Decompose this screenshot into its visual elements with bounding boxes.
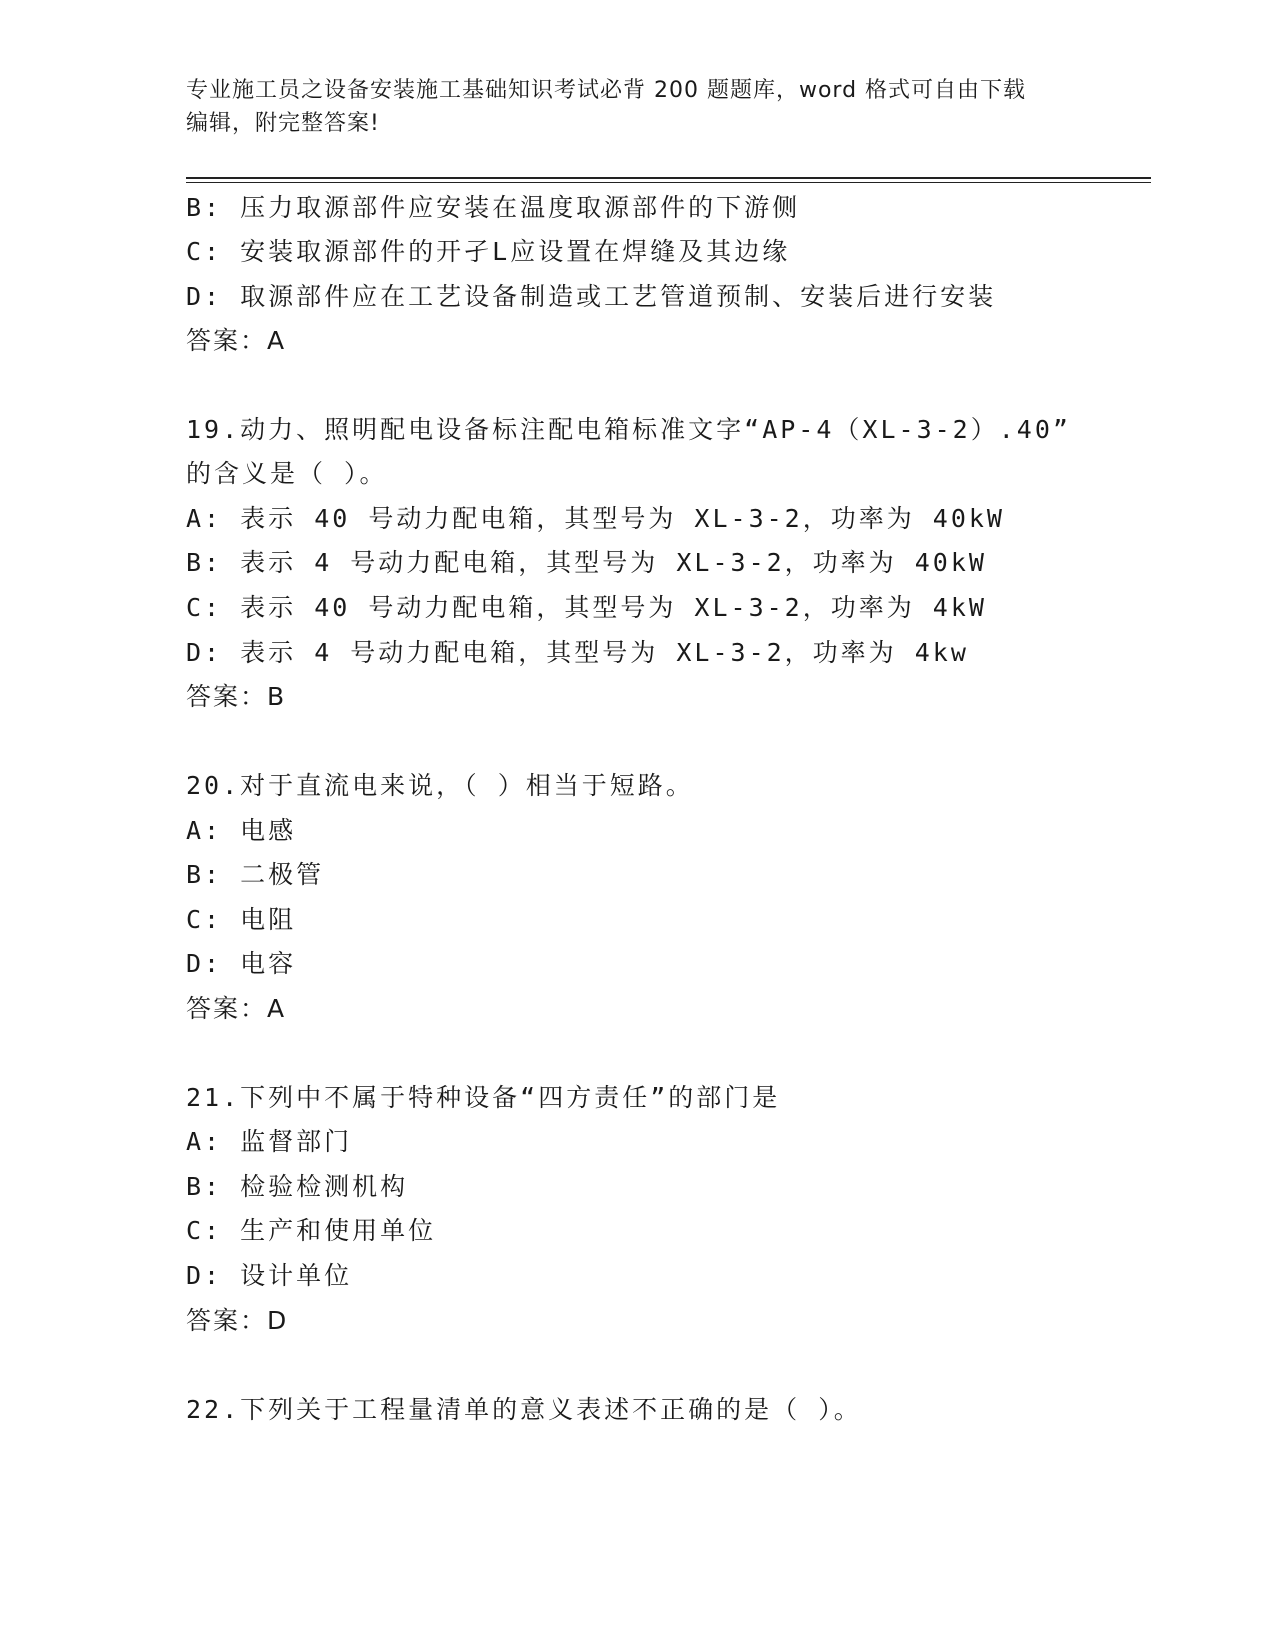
q19-answer: 答案：B [186,682,287,711]
header-line-1: 专业施工员之设备安装施工基础知识考试必背 200 题题库，word 格式可自由下载 [186,78,1027,103]
q20-option-d: D: 电容 [186,949,297,978]
q18-answer: 答案：A [186,326,287,355]
q21-option-b: B: 检验检测机构 [186,1172,409,1201]
q18-option-d: D: 取源部件应在工艺设备制造或工艺管道预制、安装后进行安装 [186,282,997,311]
q21-option-c: C: 生产和使用单位 [186,1216,437,1245]
q19-title-line-1: 19.动力、照明配电设备标注配电箱标准文字“AP-4（XL-3-2）.40” [186,415,1071,444]
header-line-2: 编辑，附完整答案! [186,111,380,136]
q21-option-a: A: 监督部门 [186,1127,353,1156]
q21-answer: 答案：D [186,1306,289,1335]
q18-option-c: C: 安装取源部件的开孑L应设置在焊缝及其边缘 [186,237,791,266]
q19-option-a: A: 表示 40 号动力配电箱，其型号为 XL-3-2，功率为 40kW [186,504,1005,533]
q20-option-b: B: 二极管 [186,860,325,889]
q21-option-d: D: 设计单位 [186,1261,353,1290]
header-rule-thick [186,177,1151,179]
document-header [186,74,1086,140]
q18-option-b: B: 压力取源部件应安装在温度取源部件的下游侧 [186,193,801,222]
header-rule-thin [186,182,1151,183]
q19-option-c: C: 表示 40 号动力配电箱，其型号为 XL-3-2，功率为 4kW [186,593,987,622]
q20-answer: 答案：A [186,994,287,1023]
q19-option-b: B: 表示 4 号动力配电箱，其型号为 XL-3-2，功率为 40kW [186,548,987,577]
q20-title: 20.对于直流电来说，（ ）相当于短路。 [186,771,694,800]
q19-option-d: D: 表示 4 号动力配电箱，其型号为 XL-3-2，功率为 4kw [186,638,969,667]
q19-title-line-2: 的含义是（ ）。 [186,459,388,488]
q20-option-c: C: 电阻 [186,905,297,934]
q22-title: 22.下列关于工程量清单的意义表述不正确的是（ ）。 [186,1395,862,1424]
q21-title: 21.下列中不属于特种设备“四方责任”的部门是 [186,1083,781,1112]
q20-option-a: A: 电感 [186,816,297,845]
